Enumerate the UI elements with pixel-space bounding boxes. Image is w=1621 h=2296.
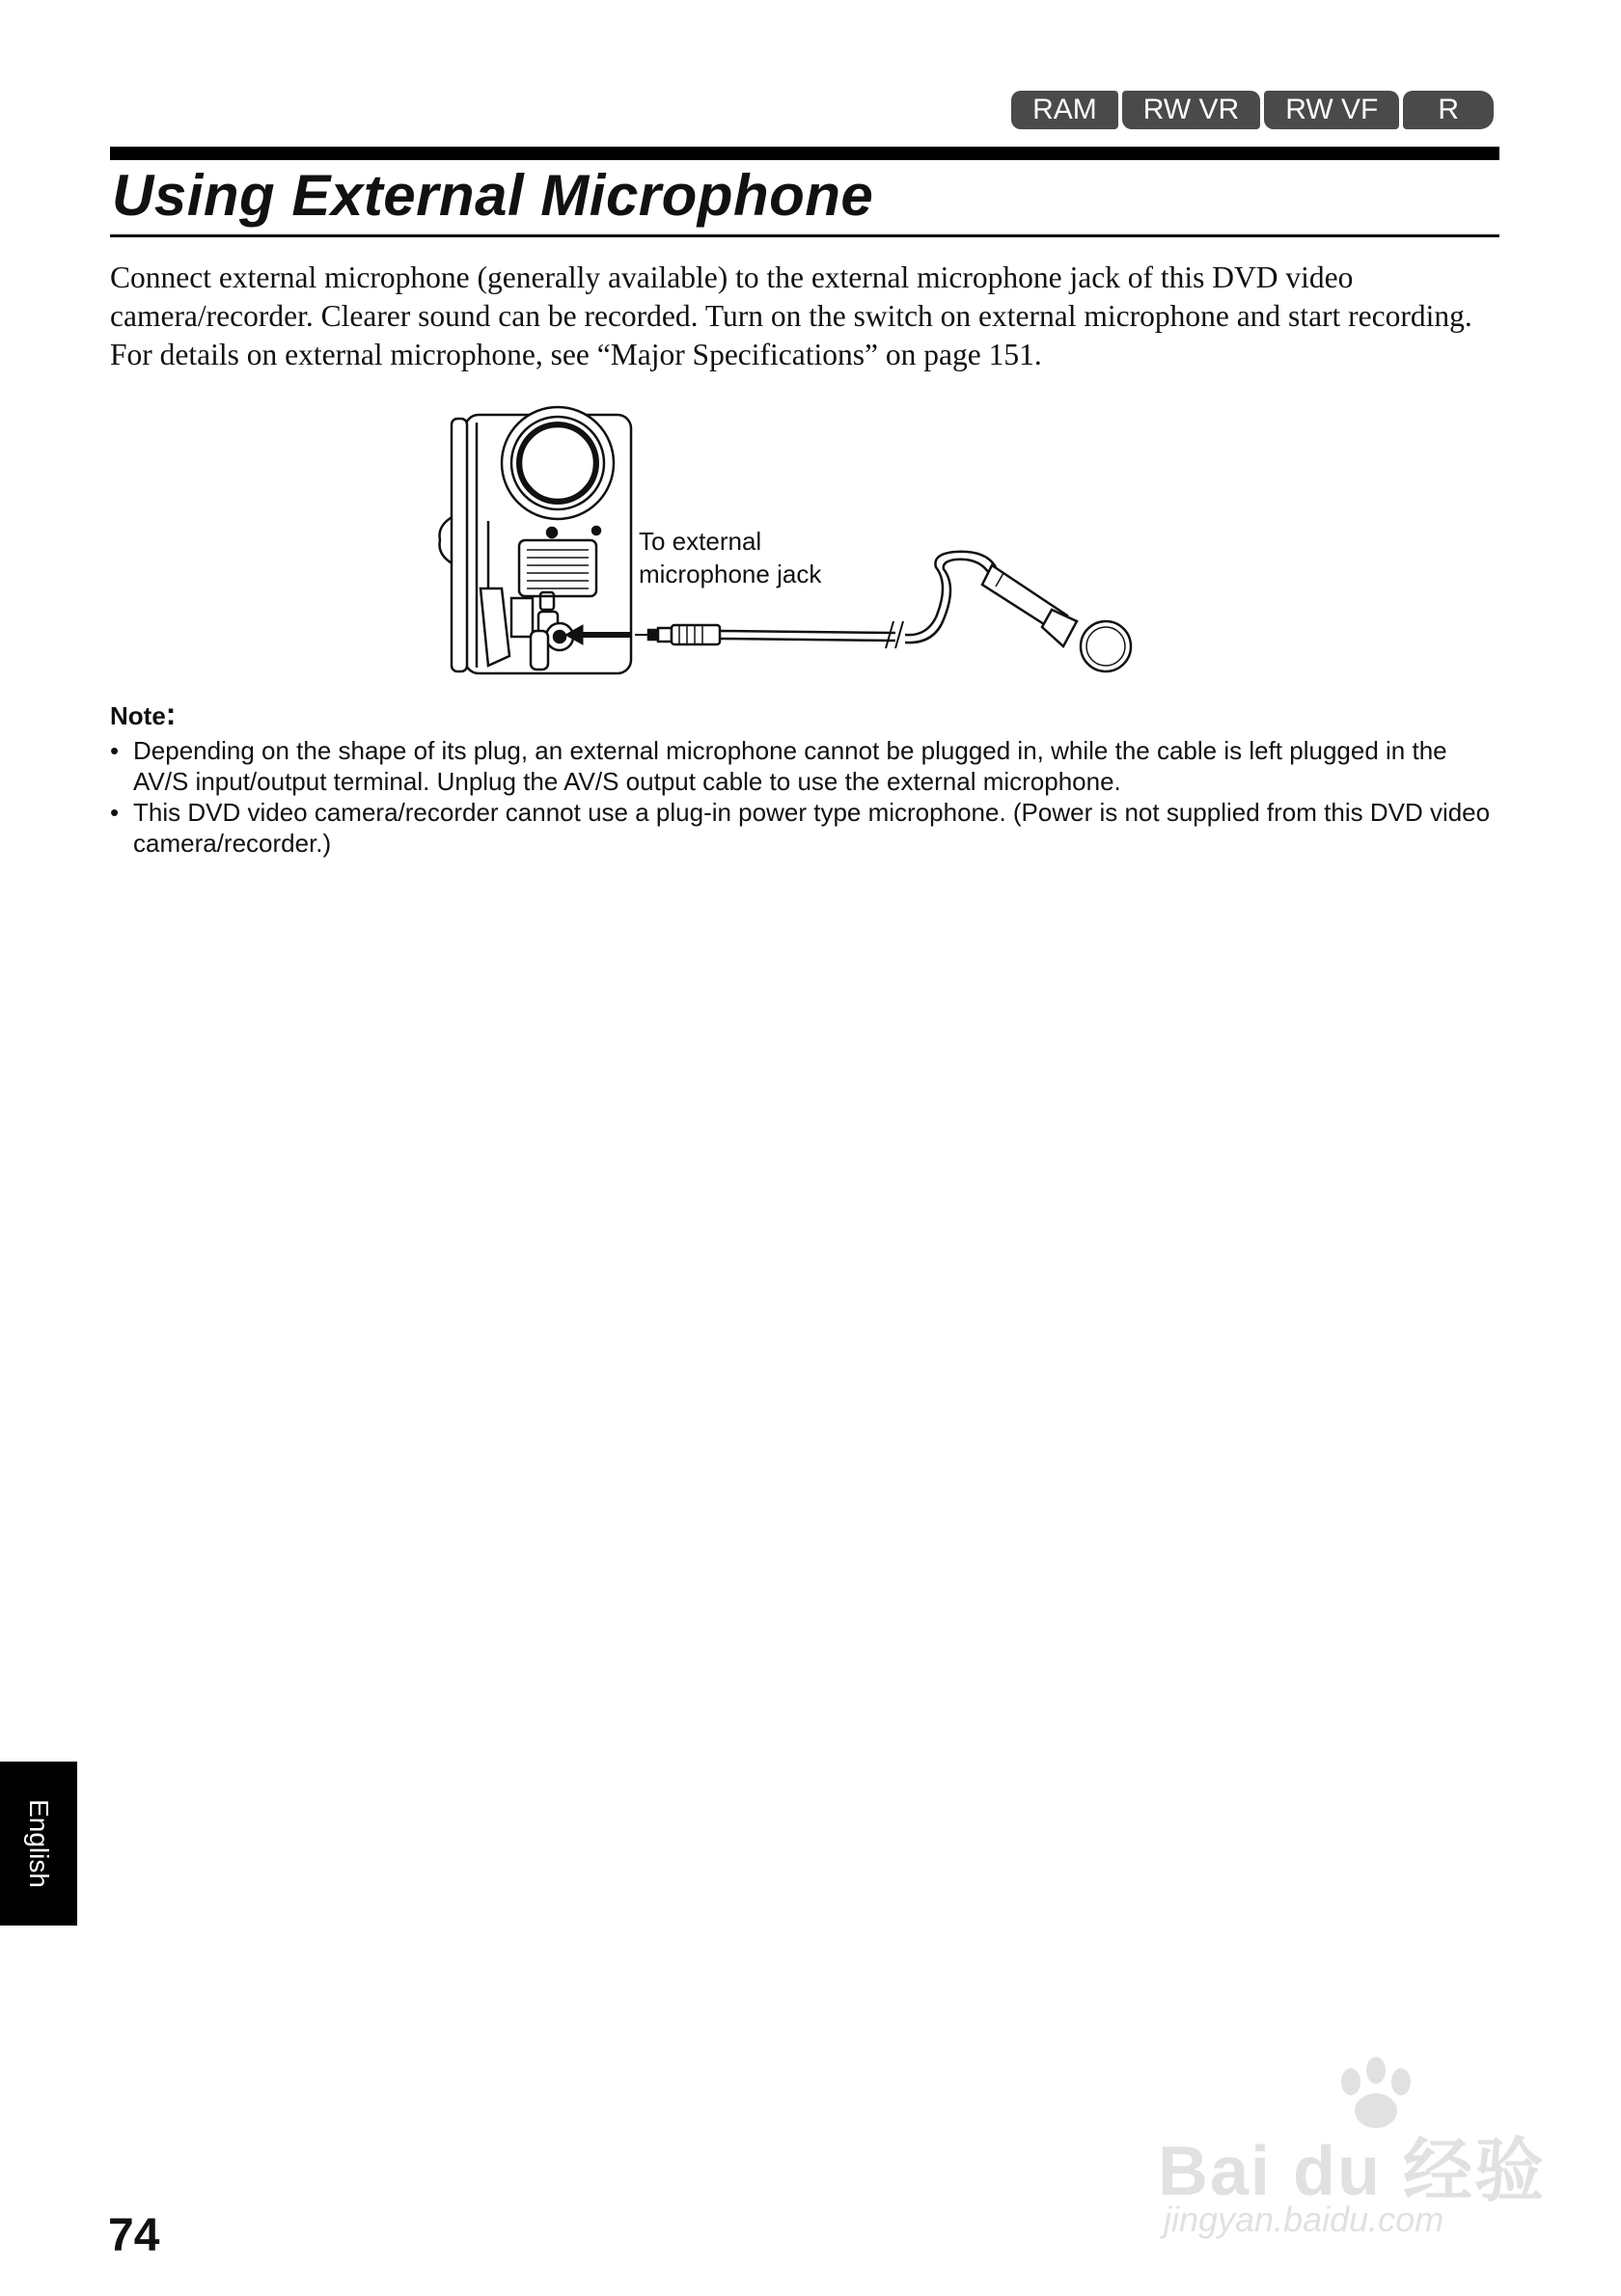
disc-tag-rw-vf: RW VF	[1264, 91, 1399, 129]
baidu-watermark	[1148, 2055, 1553, 2257]
watermark-url: jingyan.baidu.com	[1164, 2200, 1444, 2239]
jack-label-line-1: To external	[639, 527, 762, 556]
jack-callout-label	[639, 525, 821, 590]
note-item: • Depending on the shape of its plug, an external microphone cannot be plugged in, while the cable is left plugged in the AV/S input/output terminal. Unplug the AV/S output cable to use the external microphone.	[110, 736, 1447, 796]
microphone-plug-icon	[635, 625, 720, 644]
disc-tag-rw-vr: RW VR	[1122, 91, 1260, 129]
note-item-text: This DVD video camera/recorder cannot use a plug-in power type microphone. (Power is not supplied from this DVD video camera/recorder.)	[133, 798, 1491, 858]
disc-compatibility-tags	[1011, 91, 1494, 129]
title-underline	[110, 234, 1499, 237]
note-heading	[110, 697, 1499, 733]
page-number: 74	[108, 2210, 160, 2261]
watermark-brand: Bai du 经验	[1158, 2133, 1547, 2210]
intro-paragraph: Connect external microphone (generally available) to the external microphone jack of this DVD video camera/recorder. Clearer sound can be recorded. Turn on the switch on external microphone and start recording. For details on external microphone, see “Major Specifications” on page 151.	[110, 260, 1472, 371]
note-item-text: Depending on the shape of its plug, an external microphone cannot be plugged in, while the cable is left plugged in the AV/S input/output terminal. Unplug the AV/S output cable to use the external microphone.	[133, 736, 1447, 796]
microphone-icon	[982, 565, 1131, 671]
language-side-tab	[0, 1762, 77, 1926]
disc-tag-r: R	[1403, 91, 1494, 129]
top-rule	[110, 147, 1499, 160]
page-title: Using External Microphone	[112, 163, 874, 228]
note-heading-colon: :	[165, 697, 177, 731]
language-label: English	[24, 1799, 54, 1888]
note-section	[110, 697, 1499, 859]
note-item: • This DVD video camera/recorder cannot use a plug-in power type microphone. (Power is not supplied from this DVD video camera/recorder.)	[110, 798, 1491, 858]
disc-tag-ram: RAM	[1011, 91, 1118, 129]
note-heading-text: Note	[110, 701, 166, 730]
note-list	[110, 735, 1499, 859]
jack-label-line-2: microphone jack	[639, 560, 822, 588]
